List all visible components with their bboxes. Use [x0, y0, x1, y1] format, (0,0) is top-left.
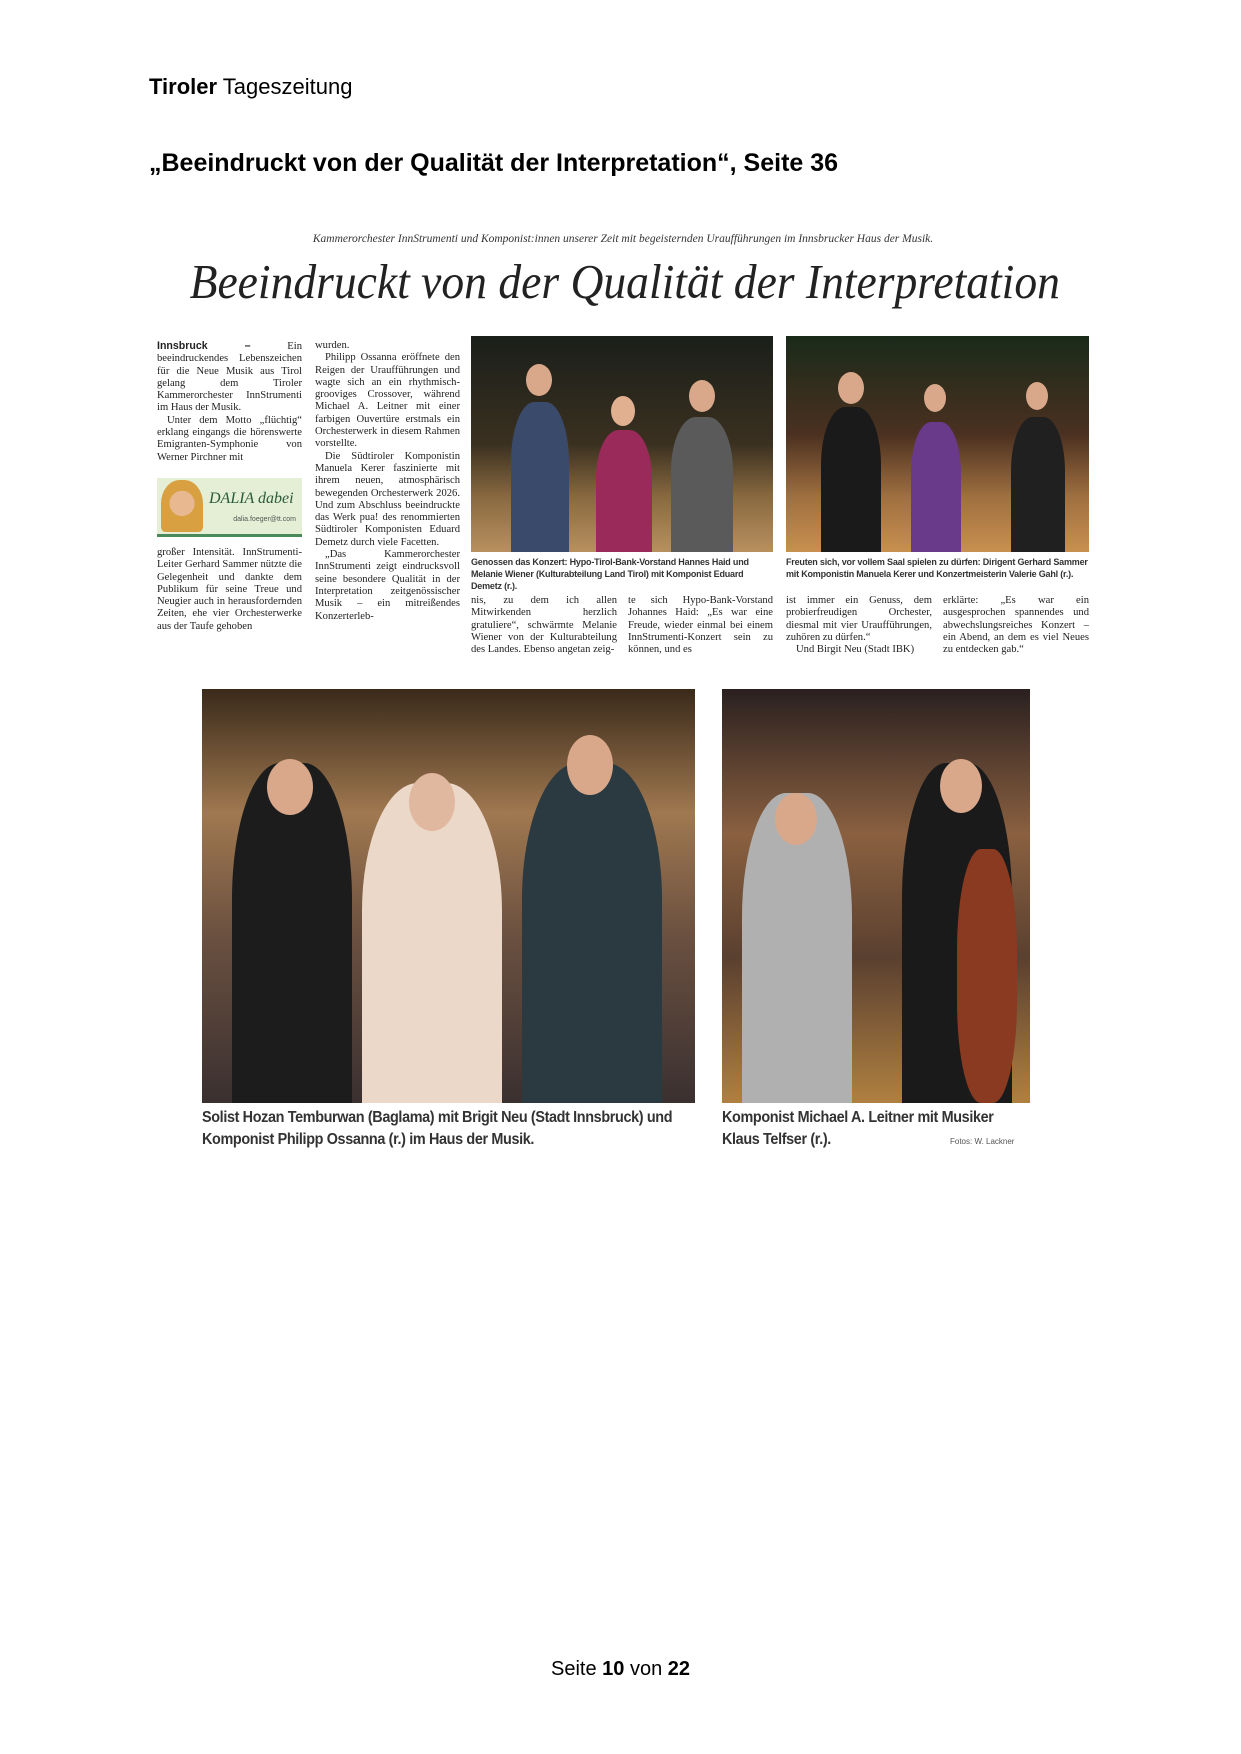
paragraph: te sich Hypo-Bank-Vorstand Johannes Haid: „Es war eine Freude, wieder einmal bei einem InnStrumenti-Konzert sein zu können, und es	[628, 595, 773, 656]
text-column-6	[943, 595, 1089, 656]
current-page: 10	[602, 1658, 625, 1680]
brand-rest: Tageszeitung	[217, 74, 353, 99]
dalia-email: dalia.foeger@tt.com	[233, 516, 296, 523]
columnist-photo	[161, 480, 203, 532]
article-headline: Beeindruckt von der Qualität der Interpretation	[189, 254, 1060, 309]
article-subtitle: Kammerorchester InnStrumenti und Komponist:innen unserer Zeit mit begeisternden Uraufführungen im Innsbrucker Haus der Musik.	[312, 233, 934, 245]
text-column-5	[786, 595, 932, 656]
photo-leitner-telfser	[722, 689, 1030, 1103]
paragraph: Unter dem Motto „flüchtig“ erklang eingangs die hörenswerte Emigranten-Symphonie von Werner Pirchner mit	[157, 414, 302, 463]
paragraph: nis, zu dem ich allen Mitwirkenden herzlich gratuliere“, schwärmte Melanie Wiener von der Kulturabteilung des Landes. Ebenso angetan zeig-	[471, 595, 617, 656]
photo-caption-2: Freuten sich, vor vollem Saal spielen zu dürfen: Dirigent Gerhard Sammer mit Komponistin Manuela Kerer und Konzertmeisterin Valerie Gahl (r.).	[786, 557, 1088, 579]
photo-credit: Fotos: W. Lackner	[950, 1137, 1015, 1146]
photo-haid-wiener-demetz	[471, 336, 773, 552]
dateline: Innsbruck –	[157, 340, 251, 352]
clipping-title: „Beeindruckt von der Qualität der Interpretation“, Seite 36	[149, 149, 839, 177]
text-column-1b	[157, 547, 302, 633]
paragraph: großer Intensität. InnStrumenti-Leiter Gerhard Sammer nützte die Gelegenheit und dankte dem Publikum für seine Treue und Neugier auch in herausfordernden Zeiten, ehe vier Orchesterwerke aus der Taufe gehoben	[157, 547, 302, 632]
paragraph: ist immer ein Genuss, dem probierfreudigen Orchester, diesmal mit vier Uraufführungen, zuhören zu dürfen.“	[786, 595, 932, 643]
paragraph: Die Südtiroler Komponistin Manuela Kerer faszinierte mit ihrem neuen, atmosphärisch bewegenden Orchesterwerk 2026. Und zum Abschluss beeindruckte das Werk pua! des renommierten Südtiroler Komponisten Eduard Demetz durch viele Facetten.	[315, 450, 460, 548]
total-pages: 22	[667, 1658, 690, 1680]
photo-temburwan-neu-ossanna	[202, 689, 695, 1103]
text-column-2	[315, 340, 460, 623]
paragraph: Philipp Ossanna eröffnete den Reigen der Uraufführungen und wagte sich an ein rhythmisch-grooviges Crossover, während Michael A. Leitner mit einer farbigen Ouvertüre erstmals ein Orchesterwerk in diesem Rahmen vorstellte.	[315, 352, 460, 450]
text-column-1	[157, 340, 302, 464]
page-number	[0, 1658, 1241, 1681]
text-column-3	[471, 595, 617, 656]
paragraph: „Das Kammerorchester InnStrumenti zeigt eindrucksvoll seine besondere Qualität in der Interpretation zeitgenössischer Musik – ein mitreißendes Konzerterleb-	[315, 549, 460, 622]
photo-sammer-kerer-gahl	[786, 336, 1089, 552]
paragraph: Und Birgit Neu (Stadt IBK)	[796, 644, 915, 656]
dalia-title: DALIA dabei	[209, 490, 294, 507]
page-prefix: Seite	[550, 1658, 603, 1680]
paragraph: Ein beeindruckendes Lebenszeichen für die Neue Musik aus Tirol gelang dem Tiroler Kammerorchester InnStrumenti im Haus der Musik.	[157, 341, 302, 414]
paragraph: erklärte: „Es war ein ausgesprochen spannendes und abwechslungsreiches Konzert – ein Abend, an dem es viel Neues zu entdecken gab.“	[943, 595, 1089, 656]
photo-caption-1: Genossen das Konzert: Hypo-Tirol-Bank-Vorstand Hannes Haid und Melanie Wiener (Kulturabteilung Land Tirol) mit Komponist Eduard Demetz (r.).	[471, 557, 749, 591]
page-of: von	[624, 1658, 668, 1680]
brand-bold: Tiroler	[149, 74, 218, 99]
photo-caption-4: Komponist Michael A. Leitner mit Musiker Klaus Telfser (r.).	[722, 1109, 994, 1148]
publication-name	[149, 74, 352, 100]
dalia-dabei-badge	[157, 478, 302, 537]
photo-caption-3: Solist Hozan Temburwan (Baglama) mit Brigit Neu (Stadt Innsbruck) und Komponist Philipp Ossanna (r.) im Haus der Musik.	[202, 1109, 673, 1148]
paragraph: wurden.	[315, 340, 350, 351]
text-column-4	[628, 595, 773, 656]
